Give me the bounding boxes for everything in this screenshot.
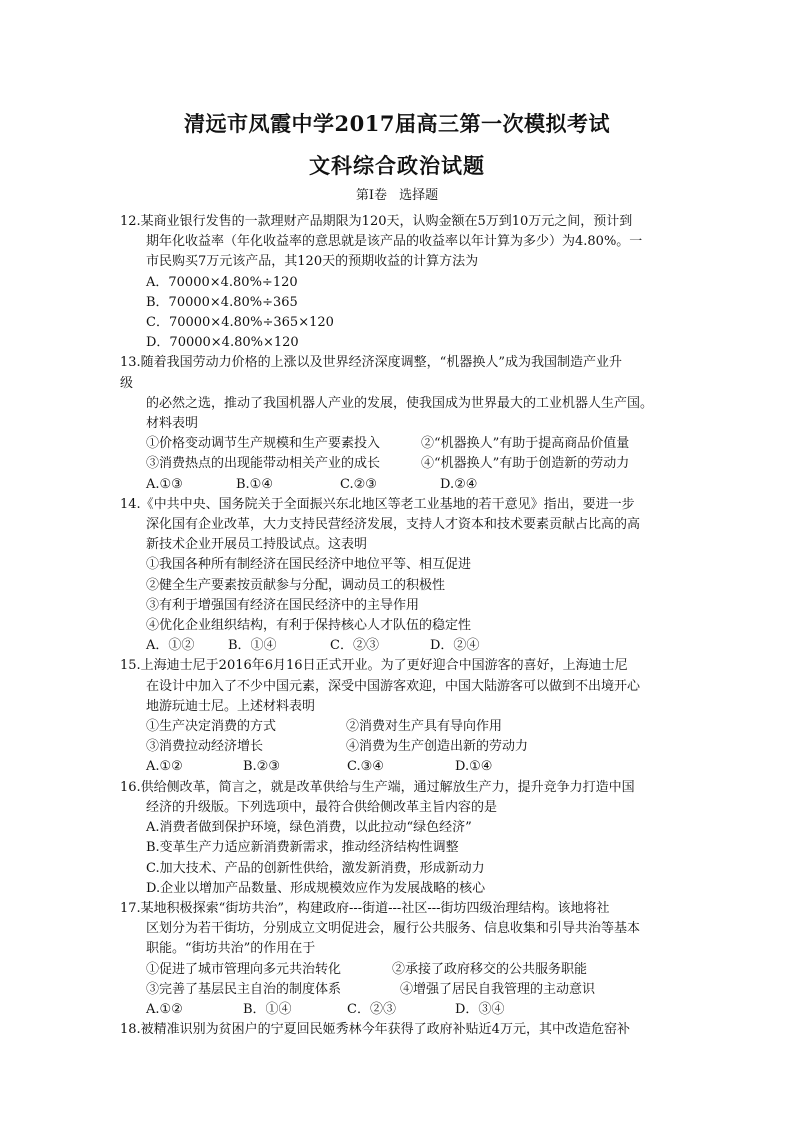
statement-row	[120, 454, 690, 474]
option-d: D．70000×4.80%×120	[146, 335, 299, 351]
statement-2: ②健全生产要素按贡献参与分配，调动员工的积极性	[146, 577, 446, 593]
option-a: A.消费者做到保护环境，绿色消费，以此拉动“绿色经济”	[146, 820, 472, 836]
statement-2: ②消费对生产具有导向作用	[346, 719, 503, 735]
question-text: 13.随着我国劳动力价格的上涨以及世界经济深度调整，“机器换人”成为我国制造产业升	[120, 355, 622, 371]
answer-a: A.①③	[146, 476, 183, 492]
question-text: 14.《中共中央、国务院关于全面振兴东北地区等老工业基地的若干意见》指出，要进一步	[120, 496, 635, 512]
question-list	[120, 212, 690, 1040]
answer-a: A.①②	[146, 759, 183, 775]
answer-d: D.①④	[455, 759, 493, 775]
statement-3: ③有利于增强国有经济在国民经济中的主导作用	[146, 597, 420, 613]
answer-c: C．②③	[347, 1001, 396, 1017]
question-text: 15.上海迪士尼于2016年6月16日正式开业。为了更好迎合中国游客的喜好，上海迪士尼	[120, 658, 628, 674]
question-text: 地游玩迪士尼。上述材料表明	[146, 698, 316, 714]
statement-row	[120, 737, 690, 757]
answer-options	[120, 475, 690, 495]
option-c: C.加大技术、产品的创新性供给，激发新消费，形成新动力	[146, 860, 485, 876]
question-14	[120, 495, 690, 657]
answer-d: D．③④	[455, 1001, 505, 1017]
question-text: 的必然之选，推动了我国机器人产业的发展，使我国成为世界最大的工业机器人生产国。	[146, 395, 654, 411]
statement-3: ③消费拉动经济增长	[146, 739, 264, 755]
statement-3: ③消费热点的出现能带动相关产业的成长	[146, 456, 381, 472]
statement-4: ④增强了居民自我管理的主动意识	[400, 981, 596, 997]
exam-subtitle: 文科综合政治试题	[309, 153, 485, 178]
question-text: 12.某商业银行发售的一款理财产品期限为120天，认购金额在5万到10万元之间，预计到	[120, 214, 633, 229]
statement-1: ①促进了城市管理向多元共治转化	[146, 961, 342, 977]
question-text: 经济的升级版。下列选项中，最符合供给侧改革主旨内容的是	[146, 799, 498, 815]
answer-b: B.②③	[243, 759, 280, 775]
statement-3: ③完善了基层民主自治的制度体系	[146, 981, 342, 997]
option-a: A．70000×4.80%÷120	[146, 274, 298, 290]
answer-options	[120, 757, 690, 777]
answer-d: D．②④	[430, 638, 480, 654]
question-15	[120, 656, 690, 777]
answer-d: D.②④	[440, 476, 478, 492]
statement-4: ④优化企业组织结构，有利于保持核心人才队伍的稳定性	[146, 618, 472, 634]
answer-c: C．②③	[330, 638, 379, 654]
option-b: B．70000×4.80%÷365	[146, 294, 298, 310]
question-text: 17.某地积极探索“街坊共治”，构建政府---街道---社区---街坊四级治理结构。该地将社	[120, 900, 610, 916]
statement-4: ④“机器换人”有助于创造新的劳动力	[421, 456, 630, 472]
option-c: C．70000×4.80%÷365×120	[146, 315, 334, 331]
question-13	[120, 353, 690, 494]
question-text: 深化国有企业改革，大力支持民营经济发展，支持人才资本和技术要素贡献占比高的高	[146, 517, 641, 533]
answer-a: A．①②	[146, 638, 195, 654]
question-18	[120, 1020, 690, 1040]
exam-title: 清远市凤霞中学2017届高三第一次模拟考试	[184, 111, 610, 136]
question-12	[120, 212, 690, 353]
question-text: 在设计中加入了不少中国元素，深受中国游客欢迎，中国大陆游客可以做到不出境开心	[146, 678, 641, 694]
option-b: B.变革生产力适应新消费新需求，推动经济结构性调整	[146, 840, 459, 856]
question-17	[120, 899, 690, 1020]
answer-options	[120, 1000, 690, 1020]
statement-1: ①生产决定消费的方式	[146, 719, 277, 735]
question-text: 18.被精准识别为贫困户的宁夏回民姬秀林今年获得了政府补贴近4万元，其中改造危窑补	[120, 1022, 630, 1038]
statement-1: ①价格变动调节生产规模和生产要素投入	[146, 436, 381, 452]
section-heading: 第Ⅰ卷 选择题	[355, 188, 439, 203]
statement-2: ②“机器换人”有助于提高商品价值量	[421, 436, 630, 452]
question-text: 区划分为若干街坊，分别成立文明促进会，履行公共服务、信息收集和引导共治等基本	[146, 921, 641, 937]
question-text: 材料表明	[146, 416, 199, 432]
answer-b: B.①④	[236, 476, 273, 492]
statement-4: ④消费为生产创造出新的劳动力	[346, 739, 529, 755]
answer-b: B．①④	[228, 638, 277, 654]
statement-row	[120, 717, 690, 737]
question-text: 16.供给侧改革，简言之，就是改革供给与生产端，通过解放生产力，提升竞争力打造中国	[120, 779, 635, 795]
answer-b: B．①④	[243, 1001, 292, 1017]
answer-c: C.③④	[347, 759, 384, 775]
question-text: 新技术企业开展员工持股试点。这表明	[146, 537, 368, 553]
answer-options	[120, 636, 690, 656]
statement-row	[120, 960, 690, 980]
question-text: 市民购买7万元该产品，其120天的预期收益的计算方法为	[146, 254, 479, 270]
answer-c: C.②③	[340, 476, 377, 492]
statement-row	[120, 434, 690, 454]
question-16	[120, 778, 690, 899]
answer-a: A.①②	[146, 1001, 183, 1017]
option-d: D.企业以增加产品数量、形成规模效应作为发展战略的核心	[146, 880, 486, 896]
question-text: 级	[120, 375, 134, 391]
question-text: 职能。“街坊共治”的作用在于	[146, 941, 316, 957]
statement-1: ①我国各种所有制经济在国民经济中地位平等、相互促进	[146, 557, 472, 573]
statement-row	[120, 980, 690, 1000]
question-text: 期年化收益率（年化收益率的意思就是该产品的收益率以年计算为多少）为4.80%。一	[146, 234, 643, 250]
statement-2: ②承接了政府移交的公共服务职能	[392, 961, 588, 977]
